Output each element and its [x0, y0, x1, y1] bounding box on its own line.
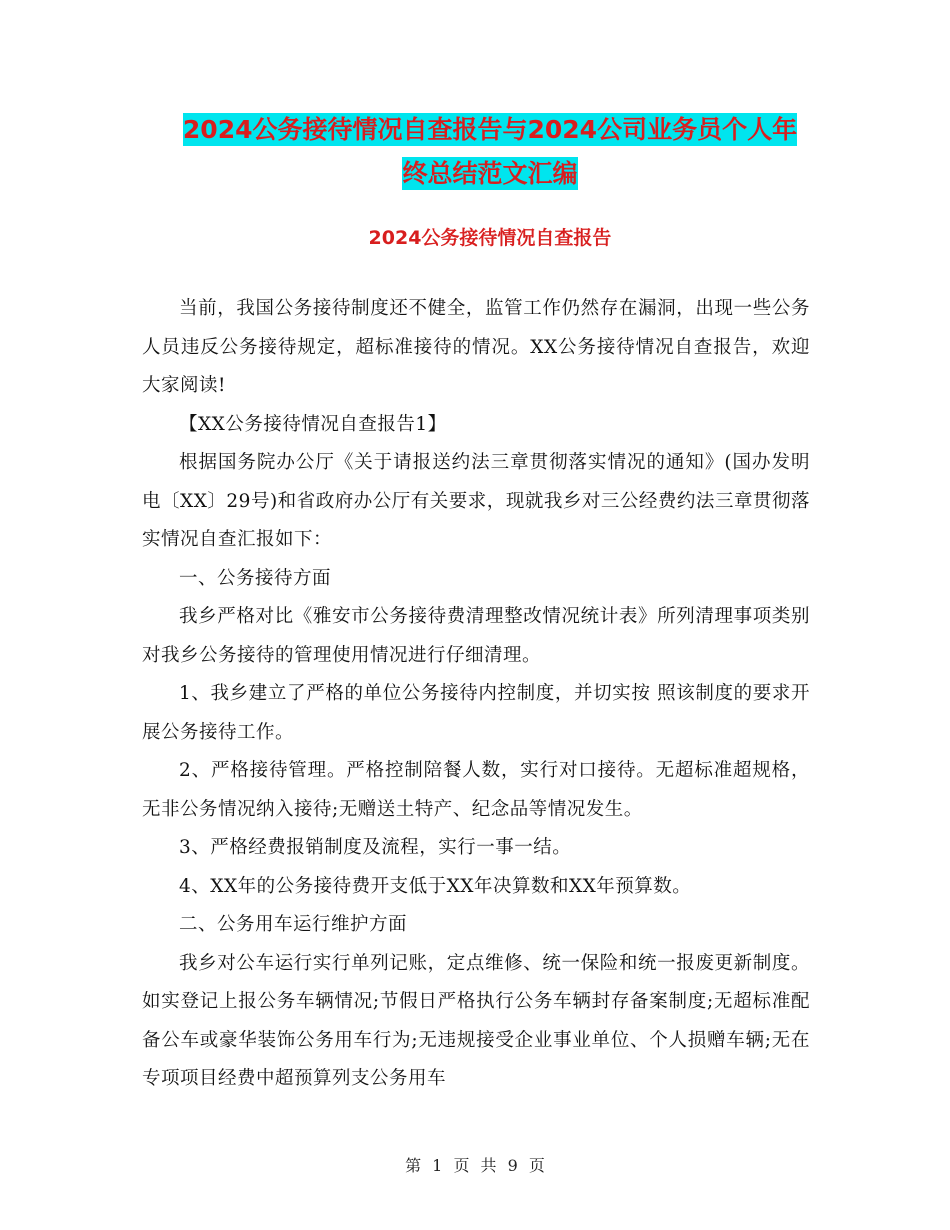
paragraph-item-3: 3、严格经费报销制度及流程，实行一事一结。	[179, 837, 572, 858]
paragraph-item-2: 2、严格接待管理。严格控制陪餐人数，实行对口接待。无超标准超规格，无非公务情况纳入接待;无赠送土特产、纪念品等情况发生。	[142, 760, 810, 820]
paragraph-heading-reception: 一、公务接待方面	[179, 567, 332, 589]
paragraph-report-heading: 【XX公务接待情况自查报告1】	[179, 413, 447, 435]
page-footer: 第 1 页 共 9 页	[405, 1156, 545, 1175]
document-title-line-2: 终总结范文汇编	[402, 159, 578, 188]
paragraph-item-4: 4、XX年的公务接待费开支低于XX年决算数和XX年预算数。	[179, 875, 692, 897]
paragraph: 根据国务院办公厅《关于请报送约法三章贯彻落实情况的通知》(国办发明电〔XX〕29号)和省政府办公厅有关要求，现就我乡对三公经费约法三章贯彻落实情况自查汇报如下：	[142, 452, 810, 550]
document-title	[140, 108, 840, 196]
paragraph: 我乡严格对比《雅安市公务接待费清理整改情况统计表》所列清理事项类别对我乡公务接待的管理使用情况进行仔细清理。	[142, 606, 810, 666]
document-body	[142, 290, 810, 1099]
paragraph-intro: 当前，我国公务接待制度还不健全，监管工作仍然存在漏洞，出现一些公务人员违反公务接待规定，超标准接待的情况。XX公务接待情况自查报告，欢迎大家阅读!	[142, 298, 810, 396]
paragraph-item-1: 1、我乡建立了严格的单位公务接待内控制度，并切实按 照该制度的要求开展公务接待工作。	[142, 683, 810, 743]
paragraph: 我乡对公车运行实行单列记账，定点维修、统一保险和统一报废更新制度。如实登记上报公务车辆情况;节假日严格执行公务车辆封存备案制度;无超标准配备公车或豪华装饰公务用车行为;无违规接受企业事业单位、个人损赠车辆;无在专项项目经费中超预算列支公务用车	[142, 952, 810, 1089]
section-title: 2024公务接待情况自查报告	[368, 227, 612, 249]
paragraph-heading-vehicles: 二、公务用车运行维护方面	[179, 914, 408, 935]
document-title-line-1: 2024公务接待情况自查报告与2024公司业务员个人年	[182, 115, 798, 144]
